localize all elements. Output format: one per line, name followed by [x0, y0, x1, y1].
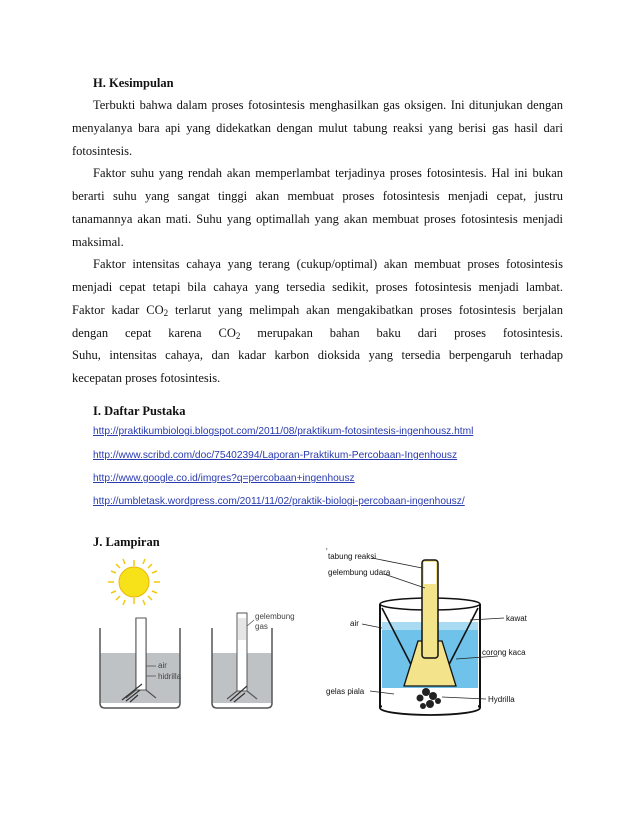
- paragraph-line: menjadi cepat tetapi bila cahaya yang tersedia sedikit, proses fotosintesis menjadi lambat.: [72, 280, 563, 294]
- reference-link[interactable]: http://umbletask.wordpress.com/2011/11/02/praktik-biologi-percobaan-ingenhousz/: [93, 496, 465, 507]
- reference-link[interactable]: http://praktikumbiologi.blogspot.com/2011/08/praktikum-fotosintesis-ingenhousz.html: [93, 426, 474, 437]
- text-fragment: dengan cepat karena CO: [72, 326, 236, 340]
- section-heading-lampiran: J. Lampiran: [93, 535, 160, 549]
- text-fragment: merupakan bahan baku dari proses fotosintesis.: [240, 326, 563, 340]
- label-air: air: [158, 661, 167, 670]
- reference-link[interactable]: http://www.google.co.id/imgres?q=percobaan+ingenhousz: [93, 473, 355, 484]
- paragraph-line: Faktor suhu yang rendah akan memperlambat terjadinya proses fotosintesis. Hal ini bukan: [93, 166, 563, 180]
- text-fragment: terlarut yang melimpah akan mengakibatkan proses fotosintesis berjalan: [168, 303, 563, 317]
- paragraph-line: kecepatan proses fotosintesis.: [72, 371, 221, 385]
- label-hidrilla: hidrilla: [158, 672, 182, 681]
- experiment-diagram-simple: [92, 558, 317, 718]
- label-air: air: [350, 619, 359, 628]
- svg-text:′: ′: [326, 547, 328, 556]
- section-heading-kesimpulan: H. Kesimpulan: [93, 76, 174, 90]
- beaker-1: [100, 618, 182, 708]
- paragraph-line: menyalanya bara api yang didekatkan dengan mulut tabung reaksi yang berisi gas hasil dari: [72, 121, 563, 135]
- label-hydrilla: Hydrilla: [488, 695, 515, 704]
- text-fragment: Faktor kadar CO: [72, 303, 164, 317]
- paragraph-line: tanamannya akan mati. Suhu yang optimallah yang akan membuat proses fotosintesis menjadi: [72, 212, 563, 226]
- subscript: 2: [163, 308, 169, 318]
- beaker-2: [212, 612, 295, 708]
- paragraph-line: [72, 302, 563, 318]
- paragraph-line: maksimal.: [72, 235, 124, 249]
- test-tube: [422, 560, 438, 658]
- section-heading-pustaka: I. Daftar Pustaka: [93, 404, 186, 418]
- label-gas: gas: [255, 622, 268, 631]
- label-tabung-reaksi: tabung reaksi: [328, 552, 377, 561]
- sun-icon: [108, 559, 160, 605]
- paragraph-line: Terbukti bahwa dalam proses fotosintesis menghasilkan gas oksigen. Ini ditunjukan dengan: [93, 98, 563, 112]
- label-gelas-piala: gelas piala: [326, 687, 365, 696]
- paragraph-line: fotosintesis.: [72, 144, 133, 158]
- subscript: 2: [235, 331, 241, 341]
- label-kawat: kawat: [506, 614, 527, 623]
- label-corong-kaca: corong kaca: [482, 648, 526, 657]
- experiment-diagram-ingenhousz: [322, 546, 532, 726]
- reference-link[interactable]: http://www.scribd.com/doc/75402394/Laporan-Praktikum-Percobaan-Ingenhousz: [93, 450, 458, 461]
- paragraph-line: [72, 325, 563, 341]
- label-gelembung: gelembung: [255, 612, 295, 621]
- label-gelembung-udara: gelembung udara: [328, 568, 391, 577]
- paragraph-line: berarti suhu yang sangat tinggi akan membuat proses fotosintesis menjadi cepat, justru: [72, 189, 563, 203]
- paragraph-line: Faktor intensitas cahaya yang terang (cukup/optimal) akan membuat proses fotosintesis: [93, 257, 563, 271]
- paragraph-line: Suhu, intensitas cahaya, dan kadar karbon dioksida yang tersedia berpengaruh terhadap: [72, 348, 563, 362]
